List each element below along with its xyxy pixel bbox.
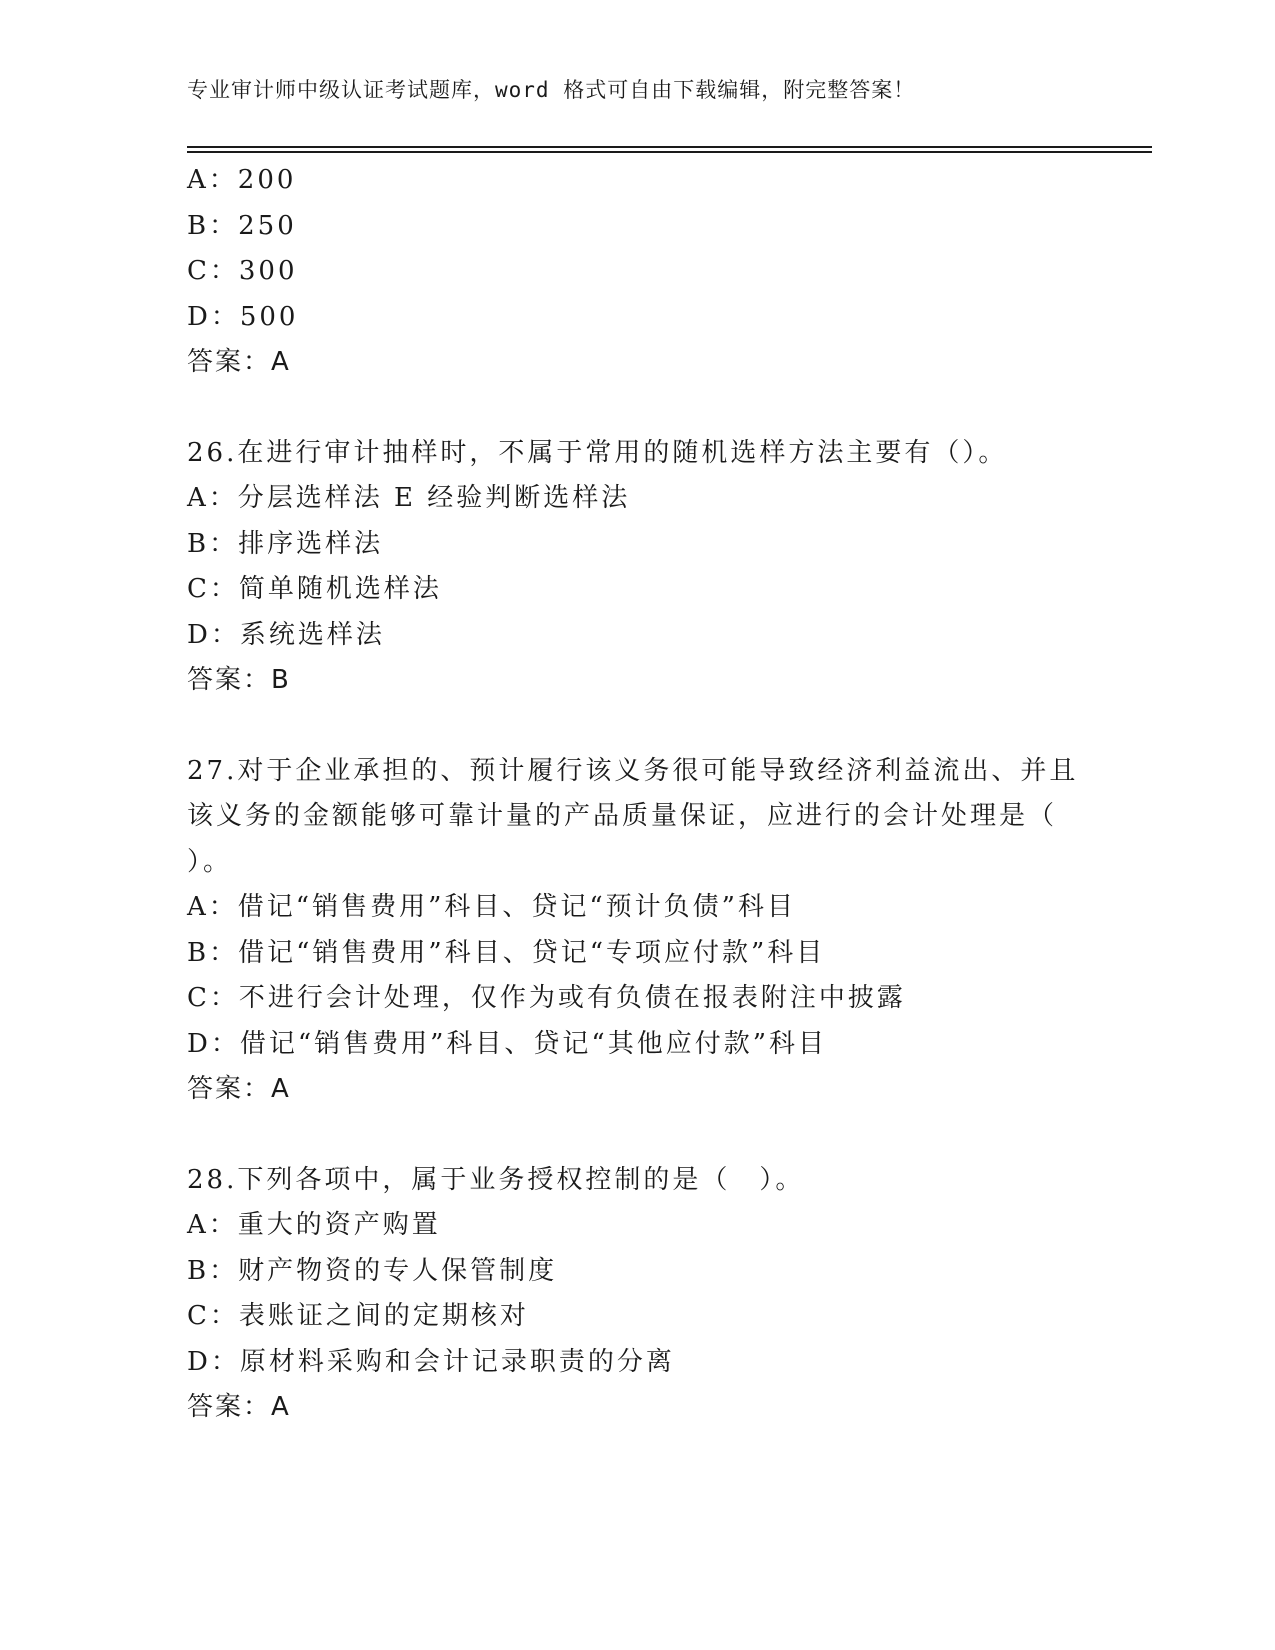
option-a: A：重大的资产购置 (187, 1210, 441, 1240)
page-header: 专业审计师中级认证考试题库，word 格式可自由下载编辑，附完整答案！ (187, 78, 916, 102)
answer: 答案：B (187, 665, 291, 695)
option-d: D：借记“销售费用”科目、贷记“其他应付款”科目 (187, 1028, 828, 1059)
option-d: D：系统选样法 (187, 619, 385, 650)
option-d: D：原材料采购和会计记录职责的分离 (187, 1346, 675, 1377)
option-a: A：200 (187, 165, 297, 195)
option-c: C：表账证之间的定期核对 (187, 1301, 529, 1331)
option-c: C：不进行会计处理，仅作为或有负债在报表附注中披露 (187, 983, 906, 1013)
header-rule-top (187, 146, 1152, 148)
answer: 答案：A (187, 347, 291, 377)
option-b: B：排序选样法 (187, 528, 384, 559)
option-c: C：简单随机选样法 (187, 574, 442, 604)
question-block-27 (187, 749, 1087, 1113)
question-text-line-3: ）。 (187, 846, 233, 877)
question-block-25 (187, 158, 1087, 386)
question-block-28 (187, 1158, 1087, 1431)
option-a: A：分层选样法 E 经验判断选样法 (187, 483, 631, 513)
answer: 答案：A (187, 1074, 291, 1104)
option-a: A：借记“销售费用”科目、贷记“预计负债”科目 (187, 892, 796, 922)
header-rule-bottom (187, 151, 1152, 153)
question-text: 28.下列各项中，属于业务授权控制的是（ ）。 (187, 1164, 805, 1195)
option-b: B：借记“销售费用”科目、贷记“专项应付款”科目 (187, 937, 826, 968)
question-text-line-2: 该义务的金额能够可靠计量的产品质量保证，应进行的会计处理是（ (187, 801, 1058, 831)
option-c: C：300 (187, 256, 298, 286)
question-text-line-1: 27.对于企业承担的、预计履行该义务很可能导致经济利益流出、并且 (187, 755, 1079, 786)
option-d: D：500 (187, 301, 299, 332)
question-block-26 (187, 431, 1087, 704)
option-b: B：财产物资的专人保管制度 (187, 1255, 558, 1286)
question-text: 26.在进行审计抽样时，不属于常用的随机选样方法主要有（）。 (187, 437, 1008, 468)
question-list (187, 158, 1087, 1431)
option-b: B：250 (187, 210, 297, 241)
answer: 答案：A (187, 1392, 291, 1422)
